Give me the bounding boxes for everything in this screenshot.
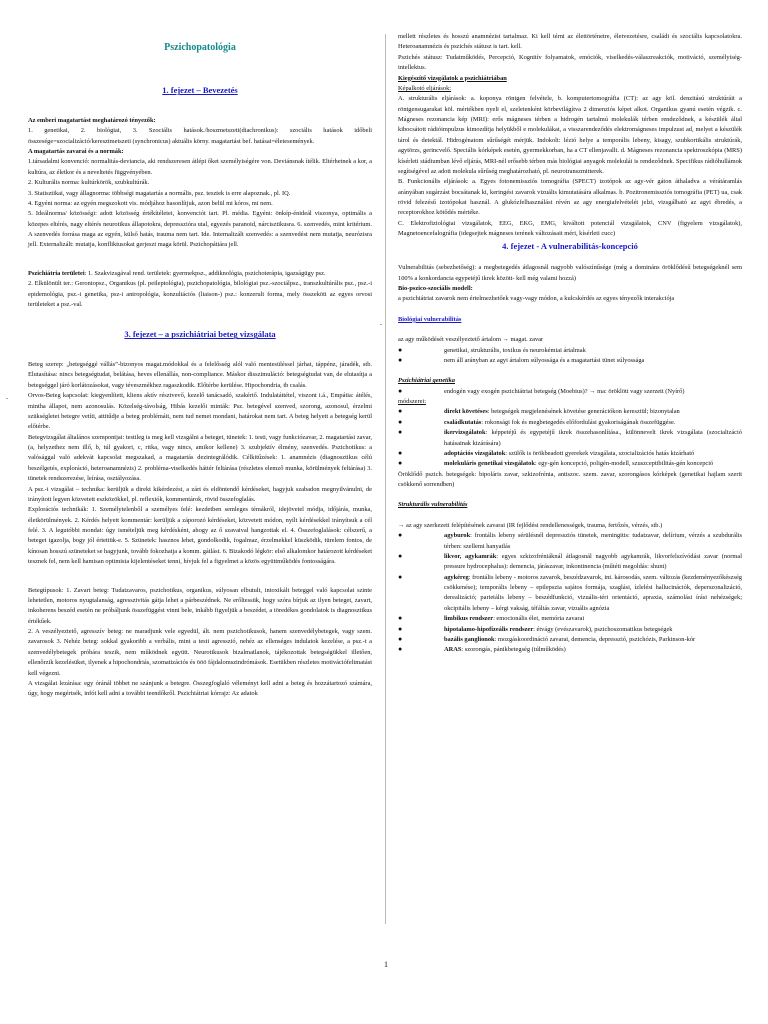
section-heading: Az emberi magatartást meghatározó tényezők: <box>28 116 156 124</box>
paragraph-text: : 1. Szakvizsgával rend. területek: gyermekpsz., addiknológia, pszichoterápia, igazságügy psz. <box>84 269 326 277</box>
chapter-1-heading: 1. fejezet – Bevezetés <box>162 85 238 96</box>
paragraph: A psz.-i vizsgálat – technika: kerüljük a direkt kikérdezést, a zárt és eldöntendő kérdéseket, hagyjuk szabadon megnyilvánulni, de irányított legyen közvetett eszközökkel, pl. reflexiók, kommentárok, rövid összefoglalás. <box>28 485 372 503</box>
bullet-icon: ● <box>398 624 403 633</box>
section-heading: Bio-pszico-szociális modell: <box>398 285 473 293</box>
bullet-item <box>398 407 742 417</box>
bullet-icon: ● <box>398 355 403 364</box>
region-label: limbikus rendszer <box>444 615 494 623</box>
bullet-item <box>398 459 742 469</box>
region-label: agyburok <box>444 532 471 540</box>
paragraph: az agy működését veszélyeztető ártalom → magat. zavar <box>398 336 544 344</box>
right-column <box>398 0 742 656</box>
bullet-icon: ● <box>398 614 403 623</box>
paragraph: B. Funkcionális eljárások: a. Egyes fotonemissziós tomográfia (SPECT) izotópok az agy-vér gáton áthaladva a vérátáramlás arányában sugárzást bocsátanak ki, keringési zavarok vizuális kimutatására alkalmas. b. Pozitronemissziós tomográfia (PET) ua, csak rövid felezésű izotópokat használ. A glukózfelhasználást révén az agy energiafelvételét jelzi, vizsgálható az agyi ébredés, a receptorokhoz kötődés mértéke. <box>398 178 742 217</box>
region-text: : emocionális élet, memória zavarai <box>493 615 585 623</box>
bullet-item <box>398 614 742 624</box>
section-heading: Pszichiátriai genetika <box>398 377 455 385</box>
method-label: családkutatás <box>444 418 482 426</box>
method-label: ikervizsgálatok <box>444 429 486 437</box>
bullet-icon: ● <box>398 645 403 654</box>
section-heading: Biológiai vulnerabilitás <box>398 315 462 323</box>
paragraph: a pszichiátriai zavarok nem értelmezhetőek vagy-vagy módon, a kulcskérdés az egyes tényezők interakciója <box>398 295 675 303</box>
chapter-4-heading: 4. fejezet - A vulnerabilitás-koncepció <box>502 240 638 251</box>
bullet-item <box>398 625 742 635</box>
paragraph: 2. Elkülönült ter.: Gerontopsz., Organikus (pl. peileptológia), pszichopatológia, bilológiai psz.-szociálpsz., transzkultúrális psz., psz.-i epidemológia, psz.-i genetika, psz-i antropológia, konzultációs (liaison-) psz.: konzerult forma, mely összeköti az egyes orvosi területeket a psz.-val. <box>28 280 372 308</box>
section-heading: Strukturális vulnerabilitás <box>398 501 468 509</box>
bullet-item <box>398 428 742 449</box>
bullet-item <box>398 418 742 428</box>
bullet-icon: ● <box>398 448 403 457</box>
paragraph: Pszichés státusz: Tudatműködés, Percepció, Kognitív folyamatok, emóciók, viselkedés-válaszreakciók, motiváció, személyiség-intellektus. <box>398 53 742 72</box>
bullet-item <box>398 356 742 366</box>
region-text: : frontális lebeny sérülésnél depressziós tünetek, meningitis: tudatzavar, delírium, vérzés a szubdurális térben: szellemi hanyatlás <box>444 532 742 550</box>
region-text: : frontális lebeny - motoros zavarok, beszédzavarok, int. károsodás, szem. változás (kezdeményezőkészség csökkenése); temporális lebeny – epilepszia sajátos formája, szaglási, ízlelési hallucinációk, deperszonalizáció, derealizáció; parietális lebeny – beszédfunkció, vizuális-téri orientáció, apraxia, számolási írási nehézségek; okcipitális lebeny – kérgi vakság, téfáltás zavar, vizuális agnózia <box>444 573 742 612</box>
paragraph: C. Elektrofiziológiai vizsgálatok, EEG, EKG, EMG, kiváltott potenciál vizsgálatok, CNV (figyelem vizsgálatok), Magnetoencefalográfia (idegsejtek mágneses terének változásait méri, kísérleti cucc) <box>398 219 742 238</box>
paragraph: 2. A veszélyeztető, agresszív beteg: ne maradjunk vele egyedül, ált. nem pszichotikusok, hanem szenvedélybetegek, vagy szem. zavarosok 3. Nehéz beteg: sokkal gyakoribb a verbális, mint a testi agresszió, nehéz az ellenséges indulatok kezelése, a psz.-t a szenvedélybetegek próbára teszik, nem működnek együtt. Neurotikusok bizalmatlanok, tájékozottak betegségükkel illetően, ellenőrzik kezelésüket, ilyenek a hipochondriás, szomatizációs és ööö fájdalomszindrómások. Esetükben részletes motivációfeltmatást kell végezni. <box>28 628 372 677</box>
paragraph: 1. genetikai, 2. biológiai, 3. Szociális hatások./hoszmetszeti(diachronikus): szociális hatások időbeli összesége=szocializáció/keresztmetszeti (synchronicus) aktuális körny. magatartást bef. hatásai=életesemények. <box>28 127 372 145</box>
bullet-icon: ● <box>398 551 403 560</box>
bullet-text: endogén vagy exogén pszichiátriai betegség (Moebius)? → ma: öröklött vagy szerzett (Nyírő) <box>444 387 685 395</box>
bullet-icon: ● <box>398 572 403 581</box>
bullet-item <box>398 531 742 552</box>
bullet-icon: ● <box>398 417 403 426</box>
paragraph: Vulnerabilitás (sebezhetőség): a megbetegedés átlagosnál nagyobb valószínűsége (még a domináns öröklődésű betegségeknél sem 100% a konkordancia egypetéjű ikrek között- kell még valami hozzá) <box>398 264 742 282</box>
paragraph: Betegtípusok: 1. Zavart beteg: Tudatzavaros, pszichotikus, organikus, súlyosan elbutult, intoxikált beteggel való kapcsolat szinte lehetetlen, motoros nyugtalanság, agresszivitás gátja lehet a párbeszédnek. Ne erőltessük, hogy szóra bírjuk az ilyen beteget, zavart, inkoherens beszéd esetén ne próbáljunk összefüggést vinni bele, inkább figyeljük a beszédet, a töredékes gondolatok is diagnosztikus értékűek. <box>28 586 372 625</box>
bullet-item <box>398 573 742 615</box>
paragraph: A. strukturális eljárások: a. koponya röntgen felvétele, b. komputertomográfia (CT): az agy köl. denzitású struktúráit a röntgensugarakat köl. mértékben nyeli el, szeletenként körbevilágítva 2 dimenziós képet alkot. Organikus gyanú esetén végzik. c. Mágneses rezonancia kép (MRI): erős mágneses térben a hidrogén tartalmú molekulák térben rendeződnek, a készülék által kibocsátott rádióimpulzus kimozdítja helyükből e molekulákat, a visszarendeződés elektromágneses impulzust ad, melyet a készülék tárol és detektál. Hidrogénatom sűrűségét mérjük. Indokolt: lézió helye a temporális lebeny, kisagy, szubkortikális struktúrák, agytörzs, gerincvelő. Speciális kórképek esetén, gyermekkorban, ha a CT ellenjavallt. d. Mágneses rezonancia spektroszkópia (MRS) kísérleti stádiumban lévő eljárás, MRI-nél erősebb térben más biológiai anyagok molekulái is rendeződnek. Specifikus rádióhullámok segítségével az adott molekula sűrűség meghatározható, pl. neurotranszmitterek. <box>398 95 742 175</box>
bullet-icon: ● <box>398 428 403 437</box>
bullet-text: genetikai, strukturális, toxikus és neurokémiai ártalmak <box>444 346 586 354</box>
list-item: 2. Kulturális norma: kultúrkörök, szubkultúrák. <box>28 179 150 187</box>
region-label: agykéreg <box>444 573 469 581</box>
page-number: 1 <box>384 960 388 969</box>
inline-label: Pszichiátria területei <box>28 269 85 277</box>
method-text: : szülők is örökbeadott gyerekek vizsgálata, szocializációs hatás kizárható <box>505 449 695 457</box>
stray-mark: . <box>6 392 8 401</box>
list-item: 5. Ideálnorma/ közösségi: adott közösség értékítéletei, konvenciót tart. Pl. média. Egyéni: önkép-énideál viszonya, optimális a közepes eltérés, nagy eltérés neurotikus állapotokra, depresszióra utal, egyezés paranoid, nárcisztikusra. 6. szenvedés, mint kritérium. A szenvedés forrása maga az egyén, külső hatás, trauma nem tart. Ide. Internalizált szenvedés: a szenvedést nem mutatja, neurózisra jell. Externalizált: mutatja, konfliktusokat gerjeszt maga körül. Pszichopátiára jell. <box>28 210 372 249</box>
region-text: : szorongás, pánikbetegség (túlműködés) <box>461 646 566 654</box>
method-label: molekuláris genetikai vizsgálatok <box>444 460 535 468</box>
paragraph: Orvos-Beteg kapcsolat: kiegyenlített, kliens aktív résztvevő, kezelő tanácsadó, szakértő. Indulatáttétel, viszont i.á., Empátia: átélés, mintha állapot, nem azonosulás. Közelség-távolság, Hibás kezelői minták: Psz. betegével szenved, szorong, azonosul, érzelmi szükségletet betegre vetíti, attitűdje a beteg problémáit, nem tud nemet mondani, határokat nem tart. A beteg helyett a betegség kerül előtérbe. <box>28 392 372 431</box>
paragraph: Öröklődő pszich. betegségek: bipoláris zavar, szkizofrénia, antiszoc. szem. zavar, szorongásos kórképek (genetikai hajlam szerit csökkenő sorrendben) <box>398 470 742 489</box>
bullet-icon: ● <box>398 459 403 468</box>
region-label: likvor, agykamrák <box>444 552 497 560</box>
column-divider <box>385 34 386 924</box>
section-heading: Kiegészítő vizsgálatok a pszichiátriában <box>398 74 507 82</box>
stray-mark: . <box>380 318 382 327</box>
paragraph: Beteg szerep: „betegséggé vállás”-bizonyos magat.módokkal és a felelősség alól való mentesüléssel járhat, táppénz, járadék, stb. Elutasítása: nincs betegségtudat, belátása, heves ellenállás, non-compliance. Máskor disszimuláció: betegségtudat van, de elutasítja a betegséggel járó korlátozásokat, vagy téveszmékhez ragaszkodik. Előtérbe kerülése. Hipochondria, tb csalás. <box>28 361 372 389</box>
paragraph: mellett részletes és hosszú anamnézist tartalmaz. Ki kell térni az élettörténetre, életvezetésre, családi és szociális kapcsolatokra. Heteroanamnézis és pszichés státusz is tart. kell. <box>398 33 742 51</box>
list-item: 1.társadalmi konvenció: normalitás-deviancia, aki rendszeresen átlépi őket személyiségére von. Deviánsnak ítélik. Eltérhetnek a kor, a kultúra, az életkor és a neveltetés függvényében. <box>28 158 372 176</box>
region-label: hipotalamo-hipofízeális rendszer <box>444 625 534 633</box>
left-column <box>28 0 372 700</box>
bullet-icon: ● <box>398 345 403 354</box>
chapter-3-heading: 3. fejezet – a pszichiátriai beteg vizsgálata <box>124 329 276 340</box>
bullet-icon: ● <box>398 407 403 416</box>
bullet-item <box>398 449 742 459</box>
bullet-icon: ● <box>398 634 403 643</box>
method-text: : betegségek megjelenésének követése generációkon keresztül; bizonytalan <box>487 408 680 416</box>
method-text: : egy-gén koncepció, poligén-modell, szuszceptibilitás-gén koncepció <box>534 460 714 468</box>
bullet-item <box>398 552 742 573</box>
list-item: 4. Egyéni norma: az egyén megszokott vis. módjához hasonlítjuk, azon belül mi kóros, mi nem. <box>28 199 273 207</box>
bullet-icon: ● <box>398 386 403 395</box>
document-title: Pszichopatológia <box>164 42 236 53</box>
paragraph: Betegvizsgálat általános szempontjai: testileg is meg kell vizsgálni a beteget, tünetek: 1. testi, vagy funkciózavar, 2. magatartási zavar, (a, helyzethez nem illő, b, túl gyakori, c, ritka, vagy nincs, amikor kellene) 3. szubjektív élmény, szenvedés. Pszichotikus: a valósággal való adekvát kapcsolat megszakad, a magatartás dezintegrálódik. Célkitűzések: 1. anamnézis (diagnosztikus célú beszélgetés, exploráció, heteroanamnézis) 2. probléma-viselkedés háttér feltárása (részletes elemző munka, körülmények feltárása) 3. tünetek rendszerezése, leírása, osztályozása. <box>28 433 372 483</box>
method-text: : rokonsági fok és megbetegedés előfordulási gyakoriságának összefüggése. <box>481 418 676 426</box>
section-heading: A magatartás zavarai és a normák: <box>28 148 124 156</box>
paragraph: A vizsgálat lezárása: egy óránál többet ne szánjunk a betegre. Összegfoglaló véleményt kell adni a beteg és hozzátartozó számára, úgy, hogy megértsék, infót kell adni a további teendőkről. Pszichiátriai kórrajz: Az adatok <box>28 679 372 698</box>
bullet-item <box>398 387 742 397</box>
paragraph <box>28 269 372 279</box>
region-text: : mozgáskoordináció zavarai, demencia, depresszió, pszichózis, Parkinson-kór <box>494 635 696 643</box>
bullet-icon: ● <box>398 531 403 540</box>
paragraph: Explorációs technikák: 1. Személytelenből a személyes felé: kezdetben semleges témákról, idejövetel módja, időjárás, munka, életkörülmények. 2. Kérdés helyett kommentár: kerüljük a záporozó kérdéseket, közvetett módon, nyílt kérdésekkel irányítsuk a cél felé. 3. A legutóbbi mondat: úgy ismételjük meg kérdésként, ahogy az ő szavaival hangzottak el. 4. Összefoglalások: célszerű, a beteget igazolja, bogy jól értettük-e. 5. Szünetek: hasznos lehet, gondolkodik, fogalmaz, érzelmekkel küszködik, türelem fontos, de kínosan hosszú szüneteket se hagyjunk, tovább fokozhatja a komm. gátlást. 6. Bizakodó légkör: első alkalomkor határozott kérdéseket tesznek fel, nem kell hamisan optimista kijelentéseket tenni, hívjuk fel a figyelmet a közös együttműködés fontosságára. <box>28 506 372 566</box>
method-label: direkt követéses <box>444 408 488 416</box>
method-label: adoptációs vizsgálatok <box>444 449 506 457</box>
bullet-item <box>398 635 742 645</box>
bullet-item <box>398 645 742 655</box>
region-text: : egyes szkizofréniáknál átlagosnál nagyobb agykamrák, likvorfelszívódási zavar (normal pressure hydrocephalus): demencia, járászavar, inkontinencia (műtéti megoldás: shunt) <box>444 552 742 571</box>
region-label: bazális ganglionok <box>444 635 495 643</box>
bullet-text: nem áll arányban az agyi ártalom súlyossága és a magatartási tünet súlyossága <box>444 356 645 364</box>
region-text: : étvágy (evészavarok), pszichoszomatikus betegségek <box>533 625 673 633</box>
list-item: 3. Statisztikai, vagy állagnorma: többségi magatartás a normális, psz. tesztek is erre alapoznak., pl. IQ. <box>28 189 291 197</box>
paragraph: → az agy szerkezeti felépítésének zavarai (IR fejlődési rendellenességek, trauma, fertőzés, vérzés, stb.) <box>398 521 663 529</box>
method-text: : képpetéjű és egypetéjű ikrek összehasonlítása., különnevelt ikrek vizsgálata (szocializáció hatásainak kizárására) <box>444 429 742 447</box>
region-label: ARAS <box>444 646 462 654</box>
bullet-item <box>398 346 742 356</box>
section-heading: Képalkotó eljárások: <box>398 84 452 92</box>
section-heading: módszerei: <box>398 398 427 406</box>
